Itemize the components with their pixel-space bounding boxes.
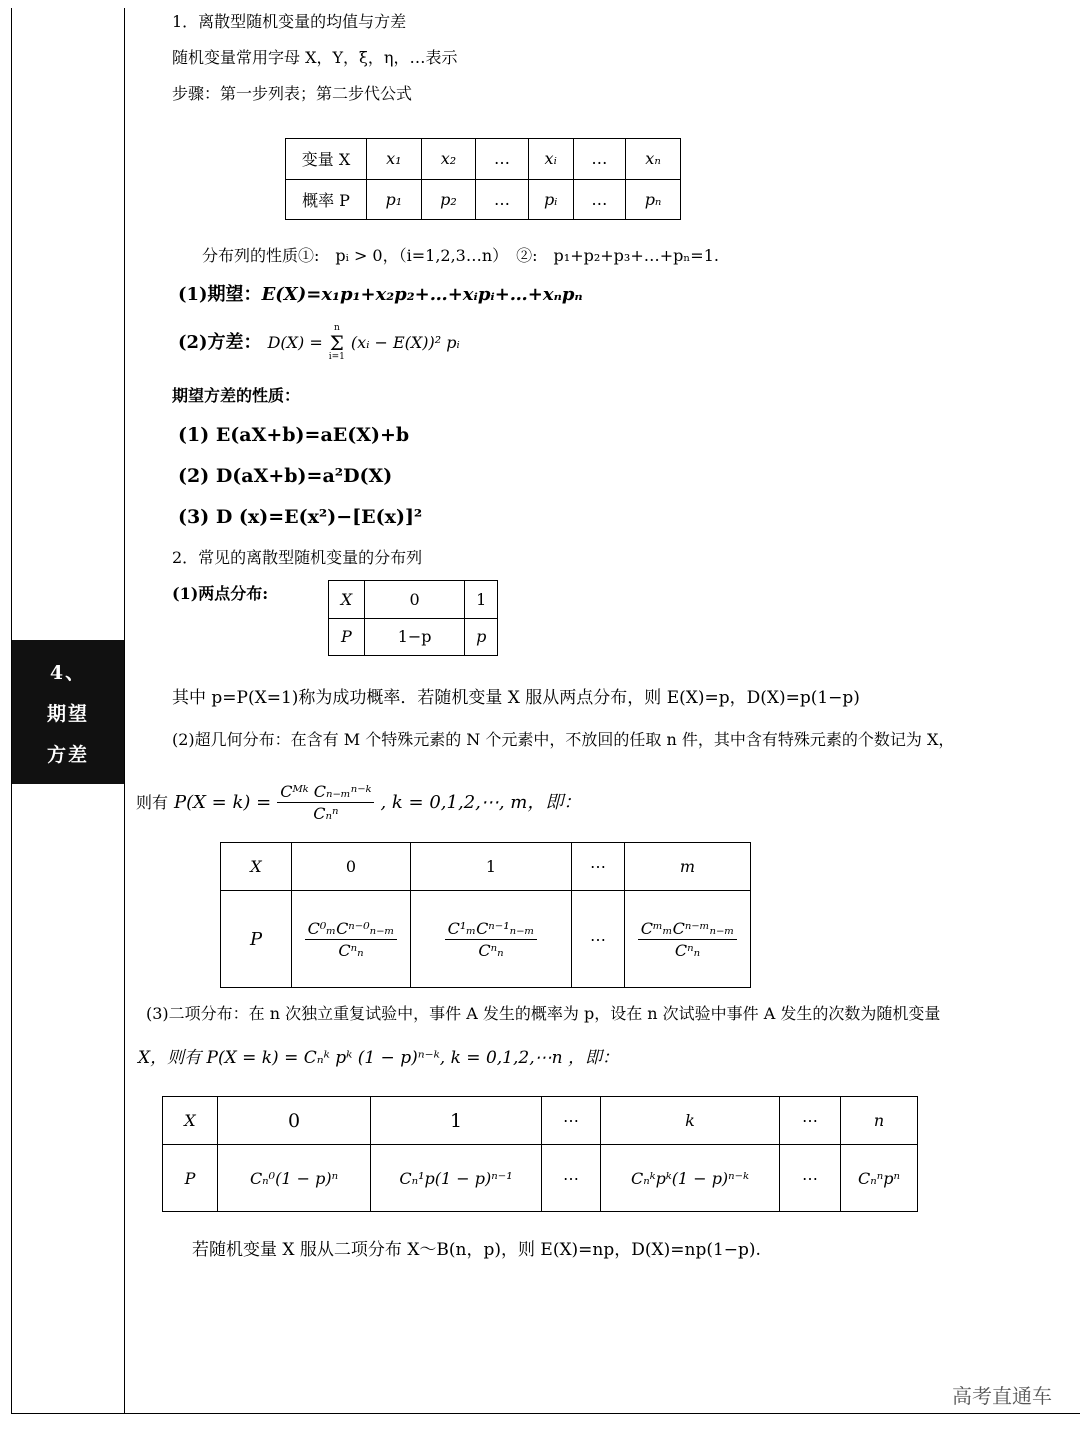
property-3: (3) D (x)=E(x²)−[E(x)]² (178, 506, 423, 528)
table-cell: 1−p (364, 618, 465, 656)
hypergeometric-intro: (2)超几何分布：在含有 M 个特殊元素的 N 个元素中，不放回的任取 n 件，其中含有特殊元素的个数记为 X， (172, 730, 955, 749)
section1-heading: 1．离散型随机变量的均值与方差 (172, 12, 407, 31)
table-cell: ⋯ (572, 843, 625, 891)
table-cell: 变量 X (286, 139, 367, 180)
binomial-conclusion: 若随机变量 X 服从二项分布 X～B(n，p)，则 E(X)=np，D(X)=np(1−p). (192, 1240, 761, 1260)
variance-lhs: D(X) = (267, 333, 323, 353)
steps-line: 步骤：第一步列表；第二步代公式 (172, 84, 413, 103)
table-cell: 1 (371, 1097, 542, 1145)
table-cell: ⋯ (780, 1097, 841, 1145)
table-row (163, 1145, 918, 1212)
table-cell: P (329, 618, 365, 656)
table-row (163, 1097, 918, 1145)
two-point-note: 其中 p=P(X=1)称为成功概率．若随机变量 X 服从两点分布，则 E(X)=p，D(X)=p(1−p) (172, 688, 860, 708)
table-cell (411, 891, 572, 988)
table-cell: … (476, 179, 529, 220)
table-cell: ⋯ (542, 1145, 601, 1212)
table-row (286, 139, 681, 180)
variable-note: 随机变量常用字母 X，Y，ξ，η，…表示 (172, 48, 458, 67)
table-cell: ⋯ (780, 1145, 841, 1212)
property-2: (2) D(aX+b)=a²D(X) (178, 465, 393, 487)
variance-rhs: (xᵢ − E(X))² pᵢ (350, 333, 460, 353)
cell-fraction (305, 919, 398, 960)
side-label-number: 4、 (49, 661, 87, 684)
table-cell: p₂ (421, 179, 476, 220)
table-cell: n (841, 1097, 918, 1145)
fraction-numerator: C⁰ₘCⁿ⁻⁰ₙ₋ₘ (305, 919, 398, 940)
hypergeometric-fraction (277, 782, 374, 823)
table-row (221, 843, 751, 891)
section-side-label (12, 640, 124, 784)
property-1: (1) E(aX+b)=aE(X)+b (178, 424, 410, 446)
binomial-formula: X，则有 P(X = k) = Cₙᵏ pᵏ (1 − p)ⁿ⁻ᵏ, k = 0,1,2,⋯n ，即： (138, 1048, 619, 1068)
table-cell: Cₙ¹p(1 − p)ⁿ⁻¹ (371, 1145, 542, 1212)
sum-symbol (329, 324, 345, 362)
table-cell: pᵢ (528, 179, 573, 220)
cell-fraction (445, 919, 538, 960)
hypergeometric-formula (136, 782, 581, 823)
table-cell: Cₙᵏpᵏ(1 − p)ⁿ⁻ᵏ (601, 1145, 780, 1212)
expectation-formula: E(X)=x₁p₁+x₂p₂+…+xᵢpᵢ+…+xₙpₙ (261, 284, 583, 305)
table-cell: X (221, 843, 292, 891)
variance-line (178, 324, 460, 362)
fraction-denominator: Cⁿₙ (674, 940, 701, 960)
binomial-intro: (3)二项分布：在 n 次独立重复试验中，事件 A 发生的概率为 p，设在 n 次试验中事件 A 发生的次数为随机变量 (146, 1004, 941, 1023)
table-row (329, 581, 498, 619)
table-cell: p (465, 618, 498, 656)
variance-label: (2)方差： (178, 332, 262, 354)
frame-bottom-border (11, 1413, 1080, 1414)
fraction-numerator: C¹ₘCⁿ⁻¹ₙ₋ₘ (445, 919, 538, 940)
fraction-numerator: Cᴹᵏ Cₙ₋ₘⁿ⁻ᵏ (277, 782, 374, 803)
table-cell: 1 (465, 581, 498, 619)
table-cell: 1 (411, 843, 572, 891)
table-row (329, 618, 498, 656)
table-cell: 0 (218, 1097, 371, 1145)
formula-prefix: 则有 (136, 793, 169, 813)
table-cell (292, 891, 411, 988)
fraction-denominator: Cⁿₙ (338, 940, 364, 960)
side-label-word2: 方差 (46, 743, 89, 766)
properties-heading: 期望方差的性质： (172, 386, 301, 405)
formula-lhs: P(X = k) = (174, 791, 272, 813)
table-cell: p₁ (367, 179, 422, 220)
table-row (221, 891, 751, 988)
fraction-denominator: Cⁿₙ (478, 940, 504, 960)
sum-lower-limit: i=1 (328, 352, 345, 362)
fraction-numerator: CᵐₘCⁿ⁻ᵐₙ₋ₘ (638, 919, 738, 940)
table-cell: ⋯ (542, 1097, 601, 1145)
watermark: 高考直通车 (952, 1384, 1052, 1408)
frame-divider (124, 8, 125, 1414)
table-cell: k (601, 1097, 780, 1145)
two-point-label: (1)两点分布: (172, 584, 269, 603)
table-cell: X (163, 1097, 218, 1145)
binomial-table (162, 1096, 918, 1212)
table-cell: 0 (292, 843, 411, 891)
table-cell: xᵢ (528, 139, 573, 180)
section2-heading: 2．常见的离散型随机变量的分布列 (172, 548, 423, 567)
table-cell: ⋯ (572, 891, 625, 988)
table-row (286, 179, 681, 220)
table-cell: xₙ (626, 139, 681, 180)
hypergeometric-table (220, 842, 751, 988)
table-cell: m (625, 843, 751, 891)
formula-tail: , k = 0,1,2,⋯, m，即： (380, 791, 582, 813)
two-point-table (328, 580, 498, 656)
general-distribution-table (285, 138, 681, 220)
side-label-word1: 期望 (46, 702, 89, 725)
sigma-glyph: Σ (329, 331, 344, 355)
table-cell: x₁ (367, 139, 422, 180)
table-cell (625, 891, 751, 988)
table-cell: 0 (364, 581, 465, 619)
table-cell: Cₙ⁰(1 − p)ⁿ (218, 1145, 371, 1212)
table-cell: x₂ (421, 139, 476, 180)
cell-fraction (638, 919, 738, 960)
expectation-label: (1)期望： (178, 284, 262, 305)
table-cell: Cₙⁿpⁿ (841, 1145, 918, 1212)
table-cell: 概率 P (286, 179, 367, 220)
sum-upper-limit: n (333, 323, 340, 333)
table-cell: X (329, 581, 365, 619)
table-cell: … (573, 179, 626, 220)
table-cell: … (573, 139, 626, 180)
table-cell: … (476, 139, 529, 180)
expectation-line (178, 284, 583, 306)
distribution-properties: 分布列的性质①: pᵢ > 0，（i=1,2,3…n） ②: p₁+p₂+p₃+…+pₙ=1. (202, 246, 719, 265)
table-cell: pₙ (626, 179, 681, 220)
fraction-denominator: Cₙⁿ (313, 804, 339, 824)
table-cell: P (221, 891, 292, 988)
table-cell: P (163, 1145, 218, 1212)
